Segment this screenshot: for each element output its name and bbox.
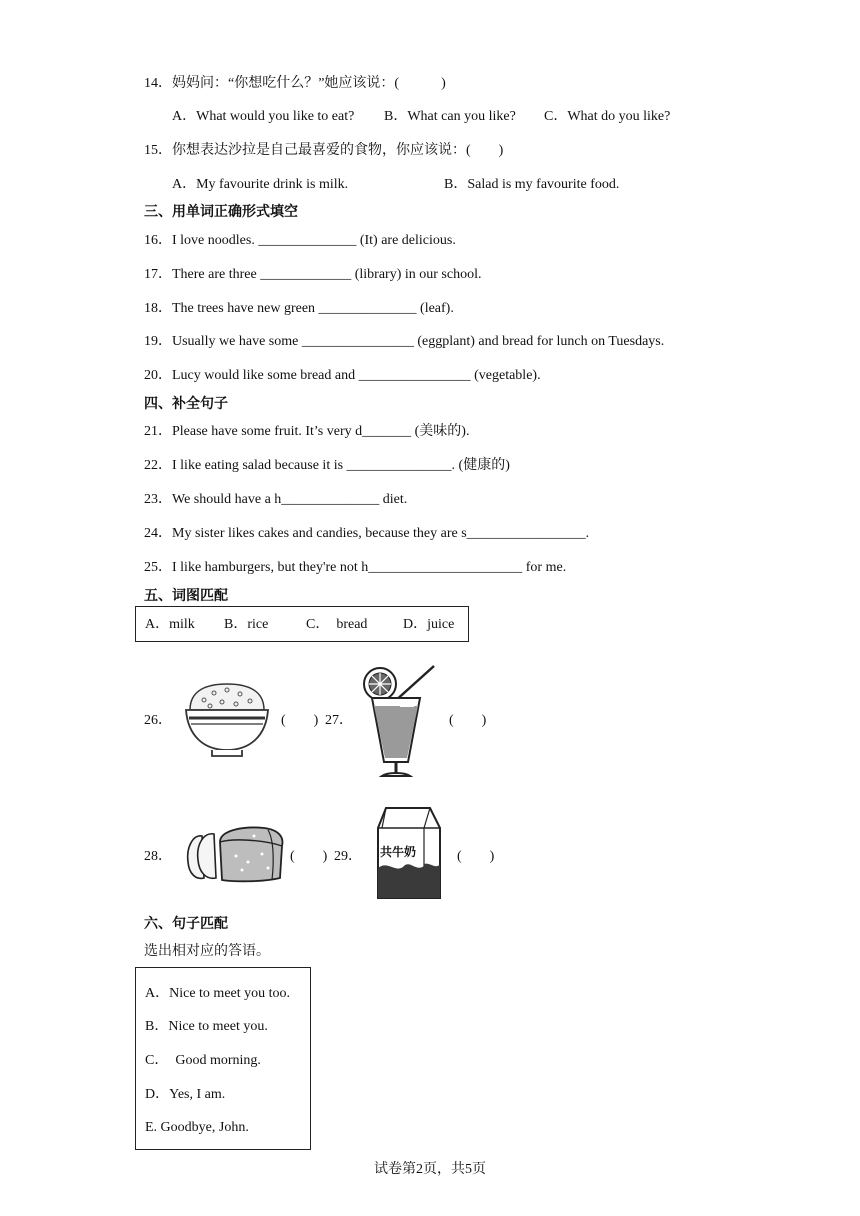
milk-carton-image	[372, 804, 446, 904]
milk-carton-label: 共牛奶	[380, 845, 417, 859]
answer-option-a: A．Nice to meet you too.	[145, 986, 291, 1001]
question-23: 23．We should have a h______________ diet.	[144, 492, 408, 507]
rice-bowl-image	[182, 680, 272, 758]
question-27-number: 27．	[325, 713, 353, 728]
question-20: 20．Lucy would like some bread and ________________ (vegetable).	[144, 368, 541, 383]
question-18: 18．The trees have new green ______________ (leaf).	[144, 301, 454, 316]
question-14-option-c: C．What do you like?	[544, 109, 671, 124]
section-3-title: 三、用单词正确形式填空	[144, 204, 298, 220]
juice-glass-image	[358, 662, 440, 784]
question-22: 22．I like eating salad because it is _______________. (健康的)	[144, 458, 510, 473]
word-option-d: D．juice	[403, 617, 455, 632]
question-26-number: 26．	[144, 713, 172, 728]
question-14-option-a: A．What would you like to eat?	[172, 109, 355, 124]
answer-option-d: D．Yes, I am.	[145, 1087, 226, 1102]
question-16: 16．I love noodles. ______________ (It) are delicious.	[144, 233, 456, 248]
answer-option-b: B．Nice to meet you.	[145, 1019, 268, 1034]
question-15-option-a: A．My favourite drink is milk.	[172, 177, 349, 192]
question-15-option-b: B．Salad is my favourite food.	[444, 177, 620, 192]
question-24: 24．My sister likes cakes and candies, because they are s_________________.	[144, 526, 590, 541]
section-4-title: 四、补全句子	[144, 396, 228, 412]
question-28-answer-blank[interactable]: ( )	[290, 849, 328, 864]
question-29-number: 29．	[334, 849, 362, 864]
question-14-option-b: B．What can you like?	[384, 109, 516, 124]
answer-option-e: E. Goodbye, John.	[145, 1120, 249, 1135]
word-option-c: C． bread	[306, 617, 368, 632]
word-option-b: B．rice	[224, 617, 269, 632]
question-26-answer-blank[interactable]: ( )	[281, 713, 319, 728]
question-29-answer-blank[interactable]: ( )	[457, 849, 495, 864]
answer-choice-box	[135, 967, 311, 1150]
question-21: 21．Please have some fruit. It’s very d_______ (美味的).	[144, 424, 470, 439]
section-6-instruction: 选出相对应的答语。	[144, 944, 270, 959]
question-15-stem: 15．你想表达沙拉是自己最喜爱的食物，你应该说：( )	[144, 143, 504, 158]
question-14-stem: 14．妈妈问：“你想吃什么？”她应该说：( )	[144, 76, 446, 91]
question-25: 25．I like hamburgers, but they're not h______________________ for me.	[144, 560, 567, 575]
section-5-title: 五、词图匹配	[144, 588, 228, 604]
question-17: 17．There are three _____________ (library) in our school.	[144, 267, 482, 282]
question-27-answer-blank[interactable]: ( )	[449, 713, 487, 728]
section-6-title: 六、句子匹配	[144, 916, 228, 932]
question-19: 19．Usually we have some ________________ (eggplant) and bread for lunch on Tuesdays.	[144, 334, 665, 349]
word-choice-box	[135, 606, 469, 642]
question-28-number: 28．	[144, 849, 172, 864]
answer-option-c: C． Good morning.	[145, 1053, 261, 1068]
bread-image	[184, 822, 288, 886]
word-option-a: A．milk	[145, 617, 195, 632]
page-footer: 试卷第2页，共5页	[374, 1162, 486, 1177]
